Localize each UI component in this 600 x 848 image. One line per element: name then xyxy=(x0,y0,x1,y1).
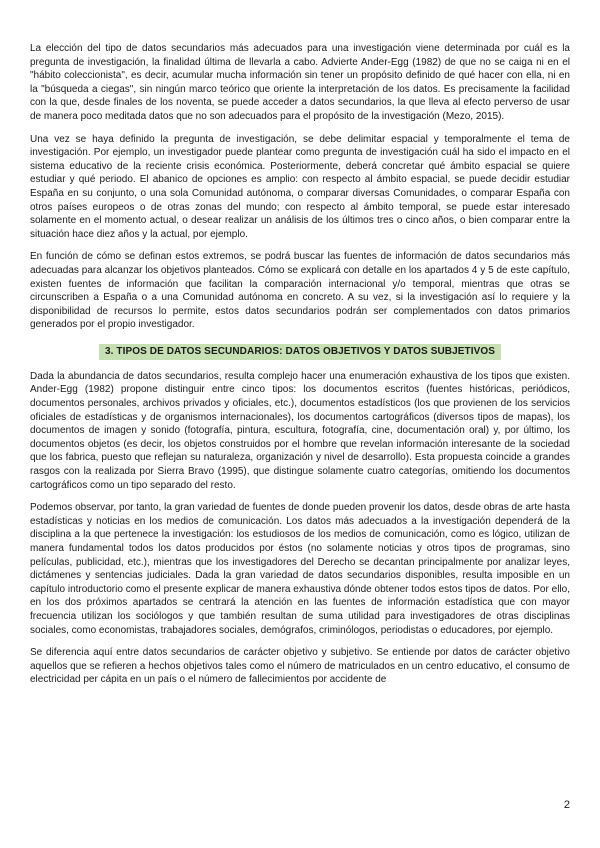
page-content xyxy=(30,42,570,696)
paragraph-types-of-data: Dada la abundancia de datos secundarios, resulta complejo hacer una enumeración exhaustiva de los tipos que existen. Ander-Egg (1982) propone distinguir entre cinco tipos: los documentos escritos (fuentes históricas, periódicos, documentos personales, archivos privados y oficiales, etc.), documentos estadísticos (los que provienen de los servicios oficiales de estadísticas y de organismos internacionales), los documentos cartográficos (diversos tipos de mapas), los documentos de imagen y sonido (fotografía, pintura, escultura, fotografía, cine, documentación oral) y, por último, los documentos objetos (es decir, los objetos construidos por el hombre que revelan información interesante de la sociedad que los fabrica, puesto que reflejan su naturaleza, organización y nivel de desarrollo). Esta propuesta coincide a grandes rasgos con la realizada por Sierra Bravo (1995), que distingue solamente cuatro categorías, omitiendo los documentos cartográficos como un tipo separado del resto. xyxy=(30,370,570,491)
page-number: 2 xyxy=(563,799,570,811)
section-heading-wrapper xyxy=(30,341,570,360)
section-heading: 3. TIPOS DE DATOS SECUNDARIOS: DATOS OBJETIVOS Y DATOS SUBJETIVOS xyxy=(99,344,501,360)
paragraph-choice-of-data: La elección del tipo de datos secundarios más adecuados para una investigación viene determinada por cuál es la pregunta de investigación, la finalidad última de llevarla a cabo. Advierte Ander-Egg (1982) de que no se caiga ni en el "hábito coleccionista", es decir, acumular mucha información sin tener un propósito definido de qué hacer con ella, ni en la "búsqueda a ciegas", sin ningún marco teórico que oriente la interpretación de los datos. Es precisamente la facilidad con la que, desde finales de los noventa, se puede acceder a datos secundarios, la que lleva al efecto perverso de usar de manera poco meditada datos que no son adecuados para el propósito de la investigación (Mezo, 2015). xyxy=(30,43,570,122)
paragraph-variety-of-sources: Podemos observar, por tanto, la gran variedad de fuentes de donde pueden provenir los datos, desde obras de arte hasta estadísticas y noticias en los medios de comunicación. Los datos más adecuados a la investigación dependerá de la disciplina a la que pertenece la investigación: los estudiosos de los medios de comunicación, como es lógico, utilizan de manera fundamental todos los datos producidos por éstos (no solamente noticias y otros tipos de programas, sino películas, publicidad, etc.), mientras que los investigadores del Derecho se decantan principalmente por analizar leyes, dictámenes y sentencias judiciales. Dada la gran variedad de datos secundarios disponibles, resulta imposible en un capítulo introductorio como el presente explicar de manera exhaustiva dónde obtener todos estos tipos de datos. Por ello, en los dos próximos apartados se centrará la atención en las fuentes de información estadística que con mayor frecuencia utilizan los sociólogos y que también resultan de suma utilidad para investigadores de otras disciplinas sociales, como economistas, trabajadores sociales, demógrafos, criminólogos, periodistas o educadores, por ejemplo. xyxy=(30,502,570,636)
paragraph-delimit-topic: Una vez se haya definido la pregunta de investigación, se debe delimitar espacial y temporalmente el tema de investigación. Por ejemplo, un investigador puede plantear como pregunta de investigación cuál ha sido el impacto en el sistema educativo de la reciente crisis económica. Posteriormente, deberá concretar qué ámbito espacial se quiere estudiar y qué periodo. El abanico de opciones es amplio: con respecto al ámbito espacial, se puede decidir estudiar España en su conjunto, o una sola Comunidad autónoma, o comparar diversas Comunidades, o comparar España con otros países europeos o de otras zonas del mundo; con respecto al ámbito temporal, se puede estar interesado solamente en el momento actual, o desear realizar un análisis de los últimos tres o cinco años, o bien comparar entre la situación hace diez años y la actual, por ejemplo. xyxy=(30,133,570,240)
paragraph-objective-subjective: Se diferencia aquí entre datos secundarios de carácter objetivo y subjetivo. Se entiende por datos de carácter objetivo aquellos que se refieren a hechos objetivos tales como el número de matriculados en un centro educativo, el consumo de electricidad per cápita en un país o el número de fallecimientos por accidente de xyxy=(30,647,570,686)
paragraph-sources-function: En función de cómo se definan estos extremos, se podrá buscar las fuentes de información de datos secundarios más adecuadas para alcanzar los objetivos planteados. Cómo se explicará con detalle en los apartados 4 y 5 de este capítulo, existen fuentes de información que facilitan la comparación internacional y/o temporal, mientras que otras se circunscriben a España o a una Comunidad autónoma en concreto. A su vez, si la investigación así lo requiere y la disponibilidad de recursos lo permite, estos datos secundarios podrán ser complementados con datos primarios generados por el propio investigador. xyxy=(30,251,570,331)
